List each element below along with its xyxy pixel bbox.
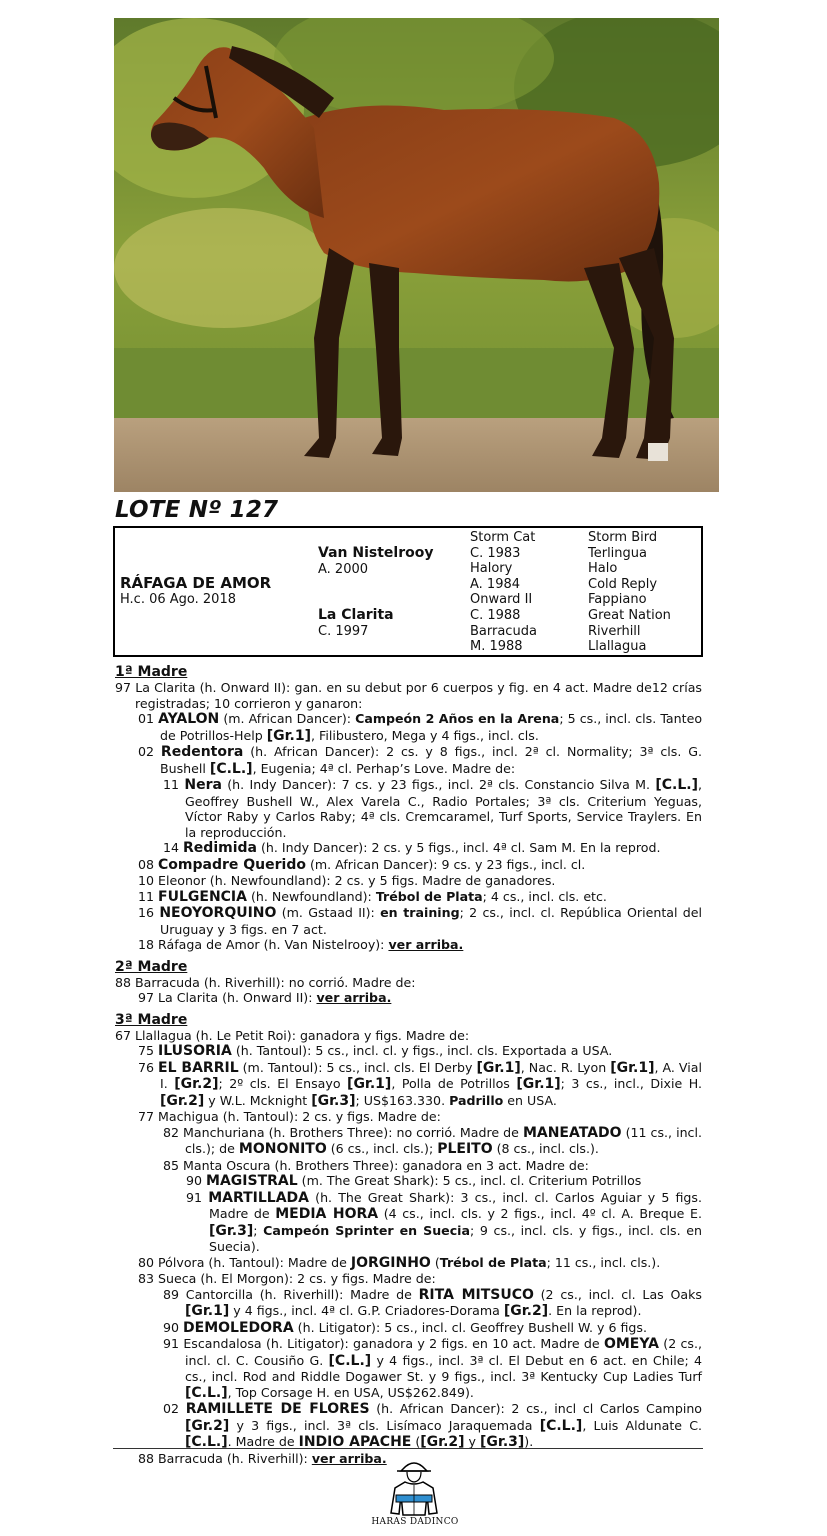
pedigree-gen3-entry: Barracuda [470, 623, 537, 639]
pedigree-gen4-entry: Storm Bird [588, 530, 658, 545]
pedigree-gen3-entry: C. 1988 [470, 607, 521, 623]
highlight-name: FULGENCIA [158, 888, 247, 905]
entry-text: (m. Tantoul): 5 cs., incl. cls. El Derby [238, 1059, 477, 1075]
entry-text: , Filibustero, Mega y 4 figs., incl. cls. [311, 727, 539, 743]
entry-text: y 3 figs., incl. 3ª cls. Lisímaco Jaraquemada [229, 1417, 540, 1433]
produce-entry [115, 1336, 702, 1401]
highlight-name: [Gr.1] [185, 1303, 230, 1319]
entry-text: (2 cs., incl. cl. C. Cousiño G. [185, 1336, 702, 1368]
entry-text: Campeón 2 Años en la Arena [355, 711, 560, 726]
entry-text: 11 [163, 777, 185, 792]
entry-text: Trébol de Plata [375, 888, 483, 904]
entry-text: ; US$163.330. [355, 1092, 450, 1108]
highlight-name: OMEYA [603, 1336, 659, 1352]
dam-name: La Clarita [318, 607, 394, 623]
entry-text: 89 Cantorcilla (h. Riverhill): Madre de [163, 1286, 419, 1302]
entry-text: Trébol de Plata [439, 1254, 547, 1270]
entry-text: (h. Indy Dancer): 2 cs. y 5 figs., incl. 4ª cl. Sam M. En la reprod. [256, 840, 661, 855]
produce-entry [115, 744, 702, 777]
see-above-link: ver arriba. [316, 990, 392, 1005]
produce-entry [115, 1109, 702, 1125]
sire-year: A. 2000 [318, 561, 369, 577]
entry-text: (11 cs., incl. cls.); de [185, 1124, 702, 1156]
entry-text: 14 [163, 840, 184, 855]
entry-text: en training [380, 905, 460, 920]
entry-text: y 4 figs., incl. 3ª cl. El Debut en 6 act. en Chile; 4 cs., incl. Rod and Riddle Dogawer St. y 9 figs., incl. 3ª Kentucky Cup Ladies Turf [185, 1352, 702, 1384]
dam-year: C. 1997 [318, 623, 369, 639]
entry-text: (h. Indy Dancer): 7 cs. y 23 figs., incl. 2ª cls. Constancio Silva M. [221, 777, 656, 792]
pedigree-gen4-entry: Terlingua [588, 545, 647, 561]
pedigree-box [113, 526, 703, 657]
produce-entry [115, 1287, 702, 1320]
entry-text: , A. Vial I. [160, 1059, 702, 1091]
entry-text: 90 [186, 1173, 207, 1188]
lot-title: LOTE Nº 127 [115, 497, 279, 523]
entry-text: (h. Tantoul): 5 cs., incl. cl. y figs., incl. cls. Exportada a USA. [231, 1043, 613, 1058]
produce-entry [115, 1125, 702, 1158]
produce-entry [115, 1190, 702, 1255]
entry-text: (4 cs., incl. cls. y 2 figs., incl. 4º cl. A. Breque E. [378, 1206, 702, 1221]
entry-text: (h. African Dancer): 2 cs. y 8 figs., incl. 2ª cl. Normality; 3ª cls. G. Bushell [160, 744, 702, 776]
produce-entry [115, 975, 702, 991]
highlight-name: MEDIA HORA [275, 1206, 379, 1222]
entry-text: , Eugenia; 4ª cl. Perhap’s Love. Madre de: [252, 760, 516, 776]
entry-text: (h. African Dancer): 2 cs., incl cl Carlos Campino [369, 1401, 703, 1416]
pedigree-gen4-entry: Llallagua [588, 639, 647, 655]
pedigree-gen3-entry: C. 1983 [470, 545, 521, 561]
pedigree-sire [318, 546, 433, 577]
highlight-name: [Gr.1] [266, 727, 311, 744]
produce-entry [115, 1255, 702, 1272]
entry-text: , Geoffrey Bushell W., Alex Varela C., Radio Portales; 3ª cls. Criterium Yeguas, Víctor Raby y Carlos Raby; 4ª cls. Cremcaramel, Turf Sports, Service Traylers. En la reproducción. [185, 777, 702, 840]
produce-entry [115, 1320, 702, 1337]
highlight-name: PLEITO [437, 1141, 493, 1157]
entry-text: ; [253, 1222, 264, 1238]
produce-entry [115, 1271, 702, 1287]
entry-text: , Luis Aldunate C. [582, 1417, 702, 1433]
pedigree-gen3-entry: M. 1988 [470, 639, 523, 655]
highlight-name: MARTILLADA [208, 1189, 309, 1206]
highlight-name: Redimida [183, 840, 257, 856]
pedigree-gen3-entry: Storm Cat [470, 530, 536, 545]
highlight-name: [Gr.2] [174, 1076, 219, 1092]
footer-divider [113, 1448, 703, 1449]
pedigree-gen3-entry: Halory [470, 561, 513, 577]
pedigree-gen4-entry: Great Nation [588, 607, 671, 623]
entry-text: (6 cs., incl. cls.); [326, 1141, 438, 1156]
highlight-name: [Gr.1] [610, 1059, 655, 1076]
entry-text: 88 Barracuda (h. Riverhill): no corrió. Madre de: [115, 974, 416, 990]
highlight-name: [Gr.3] [311, 1092, 356, 1109]
highlight-name: JORGINHO [350, 1254, 431, 1271]
section-title: 2ª Madre [115, 958, 188, 975]
horse-details: H.c. 06 Ago. 2018 [120, 591, 236, 607]
highlight-name: [Gr.2] [185, 1417, 230, 1434]
jockey-silks-icon [383, 1455, 445, 1525]
produce-entry [115, 990, 702, 1006]
pedigree-gen3-entry: Onward II [470, 592, 533, 608]
entry-text: 02 [163, 1401, 186, 1416]
highlight-name: [C.L.] [185, 1434, 228, 1450]
highlight-name: INDIO APACHE [298, 1434, 412, 1450]
entry-text: (8 cs., incl. cls.). [492, 1141, 599, 1156]
entry-text: 18 Ráfaga de Amor (h. Van Nistelrooy): [138, 937, 389, 952]
section-title: 3ª Madre [115, 1011, 188, 1028]
highlight-name: [Gr.1] [347, 1076, 392, 1092]
entry-text: (m. The Great Shark): 5 cs., incl. cl. Criterium Potrillos [297, 1173, 642, 1188]
entry-text: ; 5 cs., incl. cls. Tanteo de Potrillos-Help [160, 711, 703, 743]
highlight-name: [Gr.1] [476, 1059, 521, 1076]
haras-logo-text: HARAS DADINCO [371, 1517, 459, 1527]
highlight-name: [Gr.3] [209, 1222, 254, 1239]
produce-entry [115, 680, 702, 711]
highlight-name: Nera [184, 777, 222, 793]
highlight-name: [Gr.3] [480, 1434, 525, 1450]
entry-text: . Madre de [227, 1434, 299, 1449]
pedigree-gen4-entry: Riverhill [588, 623, 641, 639]
entry-text: 90 [163, 1319, 184, 1335]
entry-text: , Top Corsage H. en USA, US$262.849). [227, 1384, 474, 1400]
highlight-name: [C.L.] [655, 777, 698, 793]
highlight-name: RAMILLETE DE FLORES [185, 1401, 370, 1417]
entry-text: (2 cs., incl. cl. Las Oaks [533, 1286, 702, 1302]
entry-text: , Nac. R. Lyon [520, 1059, 611, 1075]
entry-text: 75 [138, 1043, 159, 1058]
produce-entry [115, 1173, 702, 1190]
entry-text: y W.L. Mcknight [204, 1092, 312, 1108]
entry-text: ; 3 cs., incl., Dixie H. [560, 1076, 702, 1091]
produce-entry [115, 937, 702, 953]
entry-text: ; 11 cs., incl. cls.). [546, 1254, 661, 1270]
entry-text: 76 [138, 1059, 159, 1075]
produce-entry [115, 905, 702, 937]
entry-text: (h. Newfoundland): [246, 888, 376, 904]
entry-text: 97 La Clarita (h. Onward II): [138, 990, 317, 1005]
produce-entry [115, 889, 702, 906]
highlight-name: [C.L.] [328, 1352, 372, 1369]
pedigree-gen4-entry: Fappiano [588, 592, 647, 608]
entry-text: en USA. [503, 1092, 557, 1108]
entry-text: ( [411, 1434, 421, 1449]
entry-text: 16 [138, 905, 160, 920]
produce-entry [115, 857, 702, 874]
sire-name: Van Nistelrooy [318, 545, 434, 561]
entry-text: . En la reprod). [548, 1303, 642, 1318]
produce-entry [115, 1401, 702, 1451]
entry-text: 08 [138, 856, 159, 872]
entry-text: (m. African Dancer): 9 cs. y 23 figs., incl. cl. [305, 856, 586, 872]
see-above-link: ver arriba. [311, 1450, 387, 1466]
highlight-name: [C.L.] [539, 1417, 583, 1434]
entry-text: (h. The Great Shark): 3 cs., incl. cl. Carlos Aguiar y 5 figs. Madre de [209, 1189, 702, 1221]
highlight-name: RITA MITSUCO [418, 1286, 534, 1303]
pedigree-gen4-column [588, 530, 671, 655]
pedigree-horse [120, 576, 271, 607]
highlight-name: MANEATADO [522, 1124, 622, 1141]
produce-record [115, 664, 702, 1466]
produce-entry [115, 840, 702, 857]
entry-text: y [464, 1434, 481, 1449]
entry-text: 97 La Clarita (h. Onward II): gan. en su debut por 6 cuerpos y fig. en 4 act. Madre de12 crías registradas; 10 corrieron y ganaron: [115, 680, 702, 711]
entry-text: (m. African Dancer): [219, 711, 356, 726]
highlight-name: [Gr.2] [160, 1092, 205, 1109]
highlight-name: [Gr.2] [420, 1434, 465, 1450]
entry-text: ; 4 cs., incl. cls. etc. [482, 888, 607, 904]
highlight-name: [C.L.] [209, 760, 253, 777]
entry-text: (m. Gstaad II): [276, 905, 381, 920]
entry-text: ). [524, 1434, 534, 1449]
entry-text: 02 [138, 744, 161, 759]
entry-text: , Polla de Potrillos [391, 1076, 517, 1091]
produce-entry [115, 1158, 702, 1174]
highlight-name: MONONITO [238, 1141, 327, 1157]
highlight-name: DEMOLEDORA [183, 1319, 294, 1336]
highlight-name: ILUSORIA [158, 1043, 232, 1059]
entry-text: 01 [138, 711, 159, 726]
entry-text: 91 [186, 1189, 209, 1205]
entry-text: 82 Manchuriana (h. Brothers Three): no corrió. Madre de [163, 1124, 523, 1140]
pedigree-gen4-entry: Halo [588, 561, 618, 577]
entry-text: 11 [138, 888, 159, 904]
entry-text: 10 Eleonor (h. Newfoundland): 2 cs. y 5 figs. Madre de ganadores. [138, 873, 556, 888]
entry-text: ; 9 cs., incl. cls. y figs., incl. cls. en Suecia). [209, 1222, 702, 1254]
pedigree-gen3-entry: A. 1984 [470, 576, 521, 592]
produce-entry [115, 711, 702, 744]
entry-text: ; 2 cs., incl. cl. República Oriental del Uruguay y 3 figs. en 7 act. [160, 905, 703, 937]
entry-text: ( [430, 1254, 440, 1270]
highlight-name: MAGISTRAL [206, 1173, 298, 1189]
pedigree-dam [318, 608, 394, 639]
section-title: 1ª Madre [115, 664, 188, 680]
highlight-name: AYALON [158, 711, 220, 727]
see-above-link: ver arriba. [388, 937, 464, 952]
entry-text: 85 Manta Oscura (h. Brothers Three): ganadora en 3 act. Madre de: [163, 1157, 589, 1173]
entry-text: 77 Machigua (h. Tantoul): 2 cs. y figs. Madre de: [138, 1109, 441, 1124]
highlight-name: NEOYORQUINO [159, 905, 277, 921]
entry-text: (h. Litigator): 5 cs., incl. cl. Geoffrey Bushell W. y 6 figs. [293, 1319, 647, 1335]
entry-text: ; 2º cls. El Ensayo [218, 1076, 348, 1091]
produce-entry [115, 777, 702, 840]
entry-text: Padrillo [449, 1092, 504, 1108]
pedigree-gen3-column [470, 530, 537, 655]
produce-entry [115, 1060, 702, 1110]
entry-text: y 4 figs., incl. 4ª cl. G.P. Criadores-Dorama [229, 1303, 504, 1318]
highlight-name: [C.L.] [185, 1384, 228, 1401]
horse-name: RÁFAGA DE AMOR [120, 574, 272, 592]
highlight-name: EL BARRIL [158, 1059, 239, 1076]
entry-text: Campeón Sprinter en Suecia [263, 1222, 470, 1238]
entry-text: 88 Barracuda (h. Riverhill): [138, 1450, 312, 1466]
entry-text: 91 Escandalosa (h. Litigator): ganadora y 2 figs. en 10 act. Madre de [163, 1336, 604, 1351]
entry-text: 80 Pólvora (h. Tantoul): Madre de [138, 1254, 351, 1270]
produce-entry [115, 1043, 702, 1060]
highlight-name: [Gr.1] [516, 1076, 561, 1092]
produce-entry [115, 1028, 702, 1044]
highlight-name: [Gr.2] [503, 1303, 549, 1319]
produce-entry [115, 873, 702, 889]
highlight-name: Redentora [160, 744, 244, 760]
highlight-name: Compadre Querido [158, 856, 306, 873]
entry-text: 83 Sueca (h. El Morgon): 2 cs. y figs. Madre de: [138, 1271, 436, 1286]
entry-text: 67 Llallagua (h. Le Petit Roi): ganadora y figs. Madre de: [115, 1027, 470, 1043]
pedigree-gen4-entry: Cold Reply [588, 576, 658, 592]
horse-photo [114, 18, 719, 492]
